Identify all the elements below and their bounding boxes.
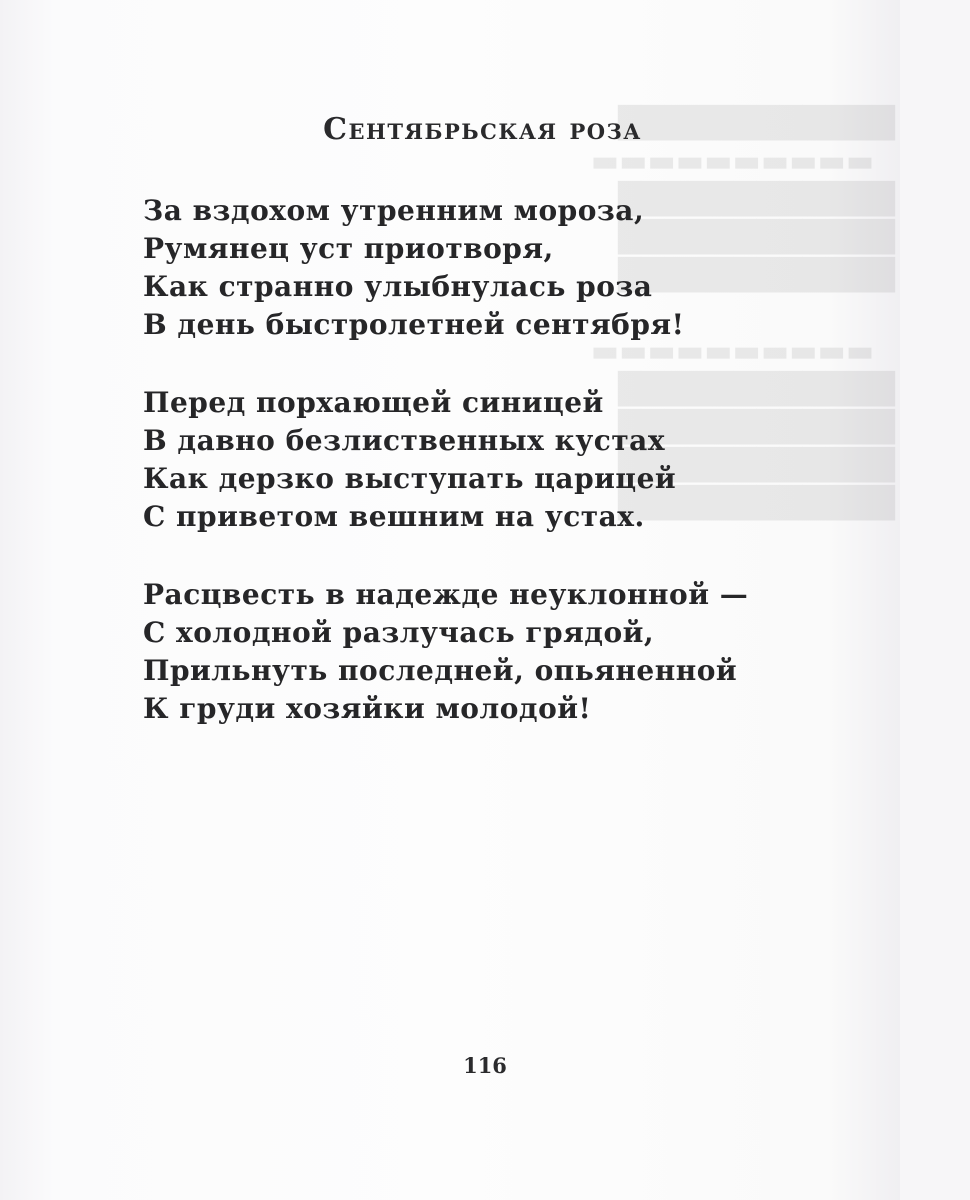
poem-line: Румянец уст приотворя,: [143, 232, 554, 265]
poem-line: За вздохом утренним мороза,: [143, 194, 645, 227]
poem-line: В день быстролетней сентября!: [143, 308, 685, 341]
poem-body: [143, 192, 883, 768]
poem-line: Перед порхающей синицей: [143, 386, 604, 419]
show-through-text: ████████████ ▬▬▬▬▬▬▬▬▬▬ ████████████ ████████████ ████████████ ▬▬▬▬▬▬▬▬▬▬ ████████████ ████████████ ████████████ ████████████: [590, 106, 895, 521]
page-number: 116: [463, 1053, 507, 1078]
stanza-1: [143, 192, 883, 344]
poem-line: Как дерзко выступать царицей: [143, 462, 677, 495]
poem-line: К груди хозяйки молодой!: [143, 692, 592, 725]
poem-title: Сентябрьская роза: [323, 112, 642, 147]
poem-line: Расцвесть в надежде неуклонной —: [143, 578, 749, 611]
stanza-3: [143, 576, 883, 728]
poem-line: С холодной разлучась грядой,: [143, 616, 655, 649]
poem-line: Прильнуть последней, опьяненной: [143, 654, 738, 687]
poem-line: В давно безлиственных кустах: [143, 424, 666, 457]
poem-line: С приветом вешним на устах.: [143, 500, 645, 533]
poem-line: Как странно улыбнулась роза: [143, 270, 653, 303]
stanza-2: [143, 384, 883, 536]
